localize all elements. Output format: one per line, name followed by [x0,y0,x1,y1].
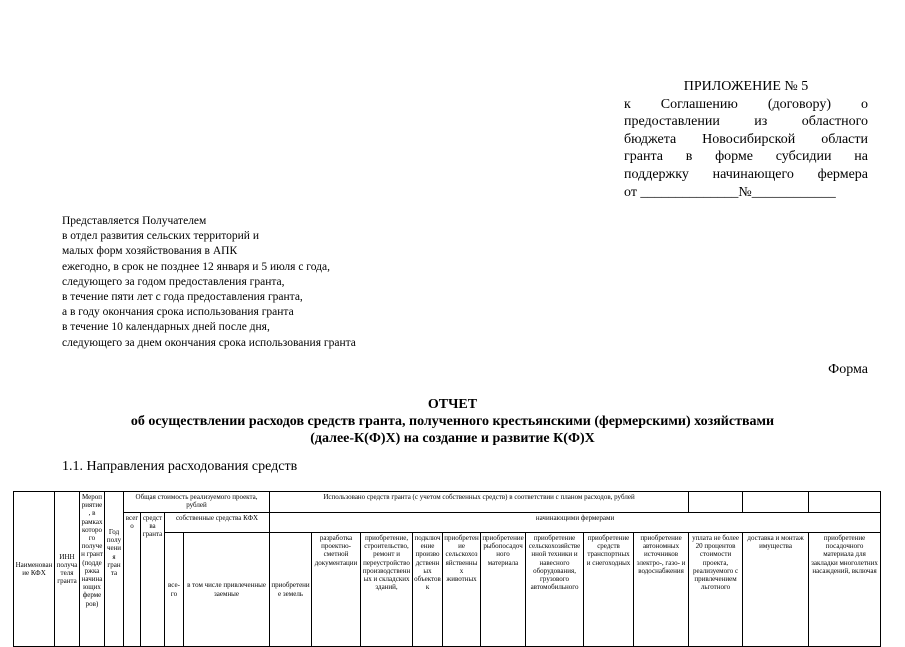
expense-table [13,491,881,647]
header-incl-borrowed: в том числе привлеченные заемные [184,533,270,647]
header-own-total: все-го [165,533,184,647]
report-title: ОТЧЕТ [427,397,478,412]
appendix-line: бюджета Новосибирской области [624,131,868,147]
header-cell [743,492,809,513]
note-line: Представляется Получателем [62,215,207,227]
report-subtitle: (далее-К(Ф)Х) на создание и развитие К(Ф)Х [310,431,595,446]
header-cell [689,492,743,513]
note-line: а в году окончания срока использования гранта [62,306,294,319]
header-cell [809,492,881,513]
header-col: приобретение рыбопосадочного материала [481,533,526,647]
note-line: следующего за годом предоставления гранта, [62,275,285,288]
appendix-block [624,78,868,201]
header-grant-funds: средства гранта [141,513,165,647]
appendix-title: ПРИЛОЖЕНИЕ № 5 [683,79,809,94]
header-own-funds: собственные средства КФХ [165,513,270,533]
header-total: всего [124,513,141,647]
header-col: разработка проектно-сметной документации [312,533,361,647]
header-col: приобретение посадочного материала для закладки многолетних насаждений, включая [809,533,881,647]
header-col: приобретение сельскохозяйственных животных [443,533,481,647]
header-inn: ИНН получателя гранта [55,492,80,647]
header-col: приобретение средств транспортных и снегоходных [584,533,634,647]
appendix-date-line: от ______________№____________ [624,184,836,200]
header-total-cost: Общая стоимость реализуемого проекта, рублей [124,492,270,513]
report-subtitle: об осуществлении расходов средств гранта, полученного крестьянскими (фермерскими) хозяйствами [130,414,775,429]
note-line: малых форм хозяйствования в АПК [62,245,238,258]
header-col: приобретение земель [270,533,312,647]
appendix-line: предоставлении из областного [624,114,868,130]
note-line: в отдел развития сельских территорий и [62,230,259,243]
header-name-kfh: Наименование КФХ [14,492,55,647]
form-label: Форма [828,362,868,377]
note-line: в течение 10 календарных дней после дня, [62,321,270,334]
appendix-line: поддержку начинающего фермера [624,166,868,182]
header-col: доставка и монтаж имущества [743,533,809,647]
header-event: Мероприятие, в рамках которого получен грант (поддержка начинающих фермеров) [80,492,105,647]
header-col: приобретение, строительство, ремонт и переустройство производственных и складских зданий, [361,533,413,647]
section-heading: 1.1. Направления расходования средств [62,459,298,474]
appendix-line: к Соглашению (договору) о [624,96,868,112]
appendix-line: гранта в форме субсидии на [624,149,868,165]
note-line: ежегодно, в срок не позднее 12 января и 5 июля с года, [62,260,330,273]
note-line: следующего за днем окончания срока использования гранта [62,336,356,349]
header-col: приобретение автономных источников электро-, газо- и водоснабжения [634,533,689,647]
submission-note [62,214,422,351]
note-line: в течение пяти лет с года предоставления гранта, [62,291,303,304]
header-grant-year: Год получения гранта [105,492,124,647]
header-col: подключение производственных объектов к [413,533,443,647]
header-col: приобретение сельскохозяйственной техники и навесного оборудования, грузового автомобильного [526,533,584,647]
header-col: уплата не более 20 процентов стоимости проекта, реализуемого с привлечением льготного [689,533,743,647]
header-beginning-farmers: начинающими фермерами [270,513,881,533]
header-used-funds: Использовано средств гранта (с учетом собственных средств) в соответствии с планом расходов, рублей [270,492,689,513]
